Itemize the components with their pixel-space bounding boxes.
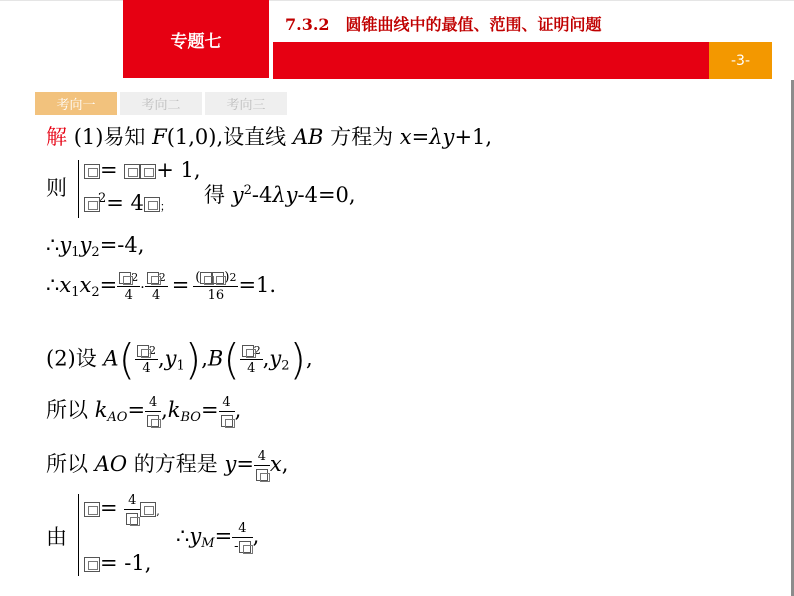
topic-label: 专题七 <box>170 31 222 52</box>
missing-glyph-icon <box>84 502 100 517</box>
system2-eq-1: = 4 , <box>84 494 160 525</box>
fraction-4-over-y2: 4 <box>219 396 235 427</box>
fraction-y1sq-over-4: $\frac{2}{4}$ <box>135 344 158 375</box>
solution-line-1: 解 (1)易知 F(1,0),设直线 AB 方程为 x=λy+1, <box>46 125 493 149</box>
system2-eq-2: = -1, <box>84 553 151 574</box>
missing-glyph-icon <box>140 502 156 517</box>
fraction-y1sq-over-4: $\frac{2}{4}$ <box>117 271 140 302</box>
system-eq-2: $^2$= 4 ； <box>84 192 171 214</box>
solution-marker: 解 <box>46 125 67 149</box>
missing-glyph-icon <box>124 164 140 179</box>
header-top-line <box>0 0 794 1</box>
y1y2-line: $\therefore y_1y_2=-4$, <box>46 233 145 260</box>
you-label: 由 <box>46 525 67 549</box>
ym-line: $\therefore y_M=$ $\frac{4}{-}$ , <box>176 521 260 554</box>
part2-line: (2)设 A( $\frac{2}{4}$ $,y_1),B$( $\frac{2}{4}$ $,y_2$), <box>46 335 313 384</box>
derived-equation: 得 $y^2-4\lambda y-4=0$, <box>204 183 356 207</box>
missing-glyph-icon <box>84 164 100 179</box>
fraction-4-over-neg-y1: $\frac{4}{-}$ <box>232 522 252 553</box>
missing-glyph-icon <box>84 557 100 572</box>
x1x2-line: $\therefore x_1x_2=$ $\frac{2}{4}$ · $\frac{2}{4}$ = $\frac{( )2}{16}$ =1. <box>46 270 277 303</box>
lesson-title: 7.3.2 圆锥曲线中的最值、范围、证明问题 <box>285 15 602 34</box>
missing-glyph-icon <box>140 164 156 179</box>
fraction-y1y2sq-over-16: $\frac{( )2}{16}$ <box>195 270 237 303</box>
tab-direction-1[interactable]: 考向一 <box>35 92 117 115</box>
fraction-y2sq-over-4: $\frac{2}{4}$ <box>145 271 168 302</box>
fraction-4-over-y1: 4 <box>254 450 270 481</box>
tab-direction-2[interactable]: 考向二 <box>120 92 202 115</box>
ze-label: 则 <box>46 176 67 200</box>
missing-glyph-icon <box>144 197 160 212</box>
page-number-box <box>709 42 772 79</box>
fraction-4-over-y1: 4 <box>145 396 161 427</box>
tab-direction-3[interactable]: 考向三 <box>205 92 287 115</box>
fraction-y2sq-over-4: $\frac{2}{4}$ <box>240 344 263 375</box>
topic-badge <box>123 0 269 78</box>
page-number: -3- <box>730 52 750 69</box>
ao-equation-line: 所以 AO 的方程是 y= 4 x, <box>46 450 288 481</box>
missing-glyph-icon <box>84 197 100 212</box>
header-red-bar <box>273 42 709 79</box>
system-eq-1: = + 1, <box>84 160 201 181</box>
slope-line: 所以 $k_{AO}=$ 4 $,k_{BO}=$ 4 , <box>46 395 242 425</box>
fraction-4-over-y1: 4 <box>124 494 140 525</box>
